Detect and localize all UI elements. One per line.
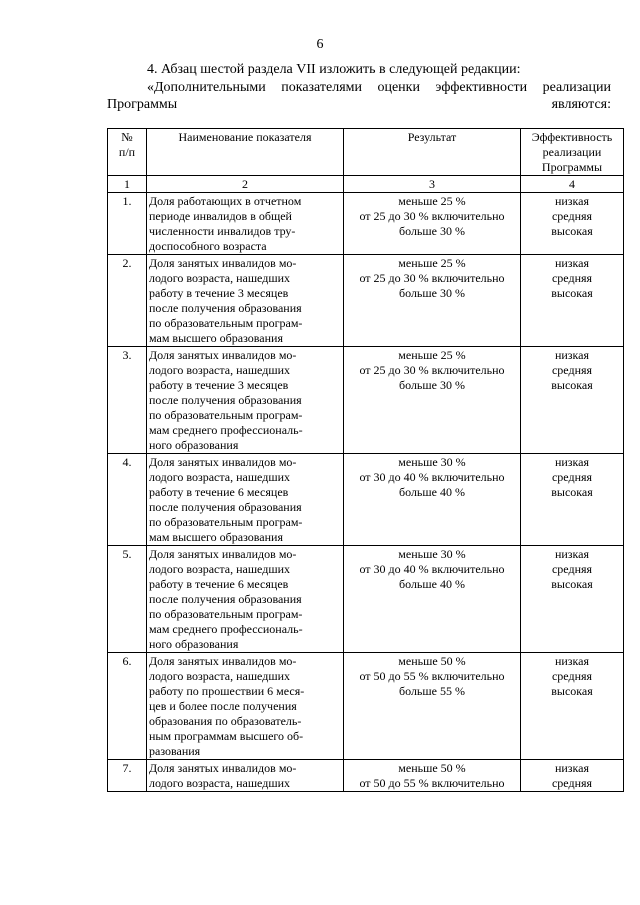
row-number: 4. bbox=[108, 454, 147, 546]
result-range-line: меньше 50 % bbox=[398, 761, 466, 775]
indicator-name-line: Доля занятых инвалидов мо- bbox=[149, 761, 297, 775]
efficiency-level bbox=[521, 454, 624, 546]
indicator-name-line: Доля работающих в отчетном bbox=[149, 194, 302, 208]
indicator-name-line: по образовательным програм- bbox=[149, 316, 303, 330]
efficiency-level-line: средняя bbox=[551, 271, 593, 285]
result-range-line: меньше 30 % bbox=[398, 455, 466, 469]
indicator-name-line: разования bbox=[149, 744, 201, 758]
header-result: Результат bbox=[344, 129, 521, 176]
indicators-table bbox=[107, 128, 624, 792]
efficiency-level-line: высокая bbox=[551, 378, 593, 392]
row-number: 2. bbox=[108, 255, 147, 347]
row-number: 1. bbox=[108, 193, 147, 255]
result-range-line: меньше 25 % bbox=[398, 256, 466, 270]
result-range-line: от 50 до 55 % включительно bbox=[359, 669, 505, 683]
quote-paragraph: «Дополнительными показателями оценки эффективности реализации Программы являются: bbox=[107, 80, 611, 112]
efficiency-level-line: высокая bbox=[551, 577, 593, 591]
result-range-line: от 25 до 30 % включительно bbox=[359, 209, 505, 223]
indicator-name-line: по образовательным програм- bbox=[149, 607, 303, 621]
row-number: 3. bbox=[108, 347, 147, 454]
result-range bbox=[344, 454, 521, 546]
indicator-name-line: лодого возраста, нашедших bbox=[149, 271, 290, 285]
indicator-name-line: Доля занятых инвалидов мо- bbox=[149, 455, 297, 469]
efficiency-level bbox=[521, 653, 624, 760]
indicator-name bbox=[147, 347, 344, 454]
table-row bbox=[108, 347, 624, 454]
efficiency-level-line: средняя bbox=[551, 562, 593, 576]
efficiency-level-line: средняя bbox=[551, 363, 593, 377]
indicator-name-line: мам высшего образования bbox=[149, 331, 283, 345]
indicator-name-line: мам среднего профессиональ- bbox=[149, 423, 303, 437]
column-number: 2 bbox=[147, 176, 344, 193]
table-body bbox=[108, 193, 624, 792]
table-row bbox=[108, 653, 624, 760]
efficiency-level-line: высокая bbox=[551, 224, 593, 238]
result-range-line: от 30 до 40 % включительно bbox=[359, 562, 505, 576]
result-range bbox=[344, 546, 521, 653]
efficiency-level-line: низкая bbox=[554, 455, 590, 469]
indicator-name-line: Доля занятых инвалидов мо- bbox=[149, 547, 297, 561]
column-number: 1 bbox=[108, 176, 147, 193]
indicator-name-line: периоде инвалидов в общей bbox=[149, 209, 292, 223]
result-range-line: больше 40 % bbox=[399, 485, 465, 499]
table-row bbox=[108, 193, 624, 255]
header-num-line: № bbox=[121, 130, 133, 144]
indicator-name-line: цев и более после получения bbox=[149, 699, 297, 713]
efficiency-level-line: высокая bbox=[551, 485, 593, 499]
result-range-line: меньше 25 % bbox=[398, 348, 466, 362]
indicator-name bbox=[147, 454, 344, 546]
row-number: 5. bbox=[108, 546, 147, 653]
indicator-name-line: Доля занятых инвалидов мо- bbox=[149, 348, 297, 362]
efficiency-level-line: средняя bbox=[551, 669, 593, 683]
indicator-name-line: работу в течение 6 месяцев bbox=[149, 577, 289, 591]
efficiency-level-line: низкая bbox=[554, 761, 590, 775]
table-row bbox=[108, 255, 624, 347]
indicator-name-line: Доля занятых инвалидов мо- bbox=[149, 654, 297, 668]
row-number: 7. bbox=[108, 760, 147, 792]
indicator-name-line: образования по образователь- bbox=[149, 714, 302, 728]
indicator-name-line: мам высшего образования bbox=[149, 530, 283, 544]
result-range-line: меньше 50 % bbox=[398, 654, 466, 668]
efficiency-level-line: низкая bbox=[554, 194, 590, 208]
indicator-name-line: лодого возраста, нашедших bbox=[149, 669, 290, 683]
indicator-name-line: лодого возраста, нашедших bbox=[149, 562, 290, 576]
efficiency-level bbox=[521, 760, 624, 792]
header-efficiency-line: Программы bbox=[541, 160, 603, 174]
result-range-line: больше 40 % bbox=[399, 577, 465, 591]
indicator-name bbox=[147, 760, 344, 792]
result-range-line: больше 55 % bbox=[399, 684, 465, 698]
result-range bbox=[344, 760, 521, 792]
efficiency-level-line: низкая bbox=[554, 654, 590, 668]
table-row bbox=[108, 454, 624, 546]
result-range bbox=[344, 347, 521, 454]
result-range-line: больше 30 % bbox=[399, 286, 465, 300]
efficiency-level bbox=[521, 193, 624, 255]
result-range bbox=[344, 653, 521, 760]
result-range bbox=[344, 255, 521, 347]
efficiency-level-line: высокая bbox=[551, 286, 593, 300]
row-number: 6. bbox=[108, 653, 147, 760]
result-range-line: от 25 до 30 % включительно bbox=[359, 363, 505, 377]
table-header-row bbox=[108, 129, 624, 176]
header-efficiency-line: Эффективность bbox=[531, 130, 613, 144]
indicator-name-line: по образовательным програм- bbox=[149, 515, 303, 529]
indicator-name-line: численности инвалидов тру- bbox=[149, 224, 296, 238]
table-row bbox=[108, 546, 624, 653]
result-range-line: меньше 30 % bbox=[398, 547, 466, 561]
efficiency-level bbox=[521, 546, 624, 653]
indicator-name-line: ного образования bbox=[149, 637, 239, 651]
result-range-line: от 50 до 55 % включительно bbox=[359, 776, 505, 790]
efficiency-level-line: низкая bbox=[554, 547, 590, 561]
result-range-line: от 25 до 30 % включительно bbox=[359, 271, 505, 285]
result-range-line: от 30 до 40 % включительно bbox=[359, 470, 505, 484]
efficiency-level-line: низкая bbox=[554, 348, 590, 362]
efficiency-level-line: высокая bbox=[551, 684, 593, 698]
indicator-name bbox=[147, 255, 344, 347]
header-efficiency-line: реализации bbox=[542, 145, 602, 159]
header-num-line: п/п bbox=[118, 145, 136, 159]
indicator-name-line: Доля занятых инвалидов мо- bbox=[149, 256, 297, 270]
column-number: 3 bbox=[344, 176, 521, 193]
indicator-name-line: после получения образования bbox=[149, 393, 302, 407]
result-range bbox=[344, 193, 521, 255]
column-numbers-row bbox=[108, 176, 624, 193]
indicator-name bbox=[147, 546, 344, 653]
indicator-name bbox=[147, 653, 344, 760]
indicator-name-line: лодого возраста, нашедших bbox=[149, 470, 290, 484]
efficiency-level-line: средняя bbox=[551, 209, 593, 223]
indicator-name-line: работу в течение 3 месяцев bbox=[149, 378, 289, 392]
indicator-name-line: после получения образования bbox=[149, 500, 302, 514]
efficiency-level-line: средняя bbox=[551, 470, 593, 484]
table-row bbox=[108, 760, 624, 792]
indicator-name-line: доспособного возраста bbox=[149, 239, 267, 253]
indicator-name-line: ным программам высшего об- bbox=[149, 729, 304, 743]
indicator-name-line: лодого возраста, нашедших bbox=[149, 776, 290, 790]
result-range-line: больше 30 % bbox=[399, 224, 465, 238]
indicator-name-line: ного образования bbox=[149, 438, 239, 452]
header-name: Наименование показателя bbox=[147, 129, 344, 176]
header-efficiency bbox=[521, 129, 624, 176]
amendment-paragraph: 4. Абзац шестой раздела VII изложить в следующей редакции: bbox=[147, 62, 521, 77]
efficiency-level bbox=[521, 255, 624, 347]
indicator-name-line: работу в течение 3 месяцев bbox=[149, 286, 289, 300]
column-number: 4 bbox=[521, 176, 624, 193]
result-range-line: больше 30 % bbox=[399, 378, 465, 392]
page-number: 6 bbox=[316, 37, 324, 52]
indicator-name-line: после получения образования bbox=[149, 301, 302, 315]
indicator-name-line: работу по прошествии 6 меся- bbox=[149, 684, 305, 698]
indicator-name-line: мам среднего профессиональ- bbox=[149, 622, 303, 636]
efficiency-level-line: средняя bbox=[551, 776, 593, 790]
indicator-name-line: лодого возраста, нашедших bbox=[149, 363, 290, 377]
efficiency-level-line: низкая bbox=[554, 256, 590, 270]
header-num bbox=[108, 129, 147, 176]
indicator-name-line: работу в течение 6 месяцев bbox=[149, 485, 289, 499]
indicator-name-line: после получения образования bbox=[149, 592, 302, 606]
indicator-name bbox=[147, 193, 344, 255]
indicator-name-line: по образовательным програм- bbox=[149, 408, 303, 422]
result-range-line: меньше 25 % bbox=[398, 194, 466, 208]
efficiency-level bbox=[521, 347, 624, 454]
